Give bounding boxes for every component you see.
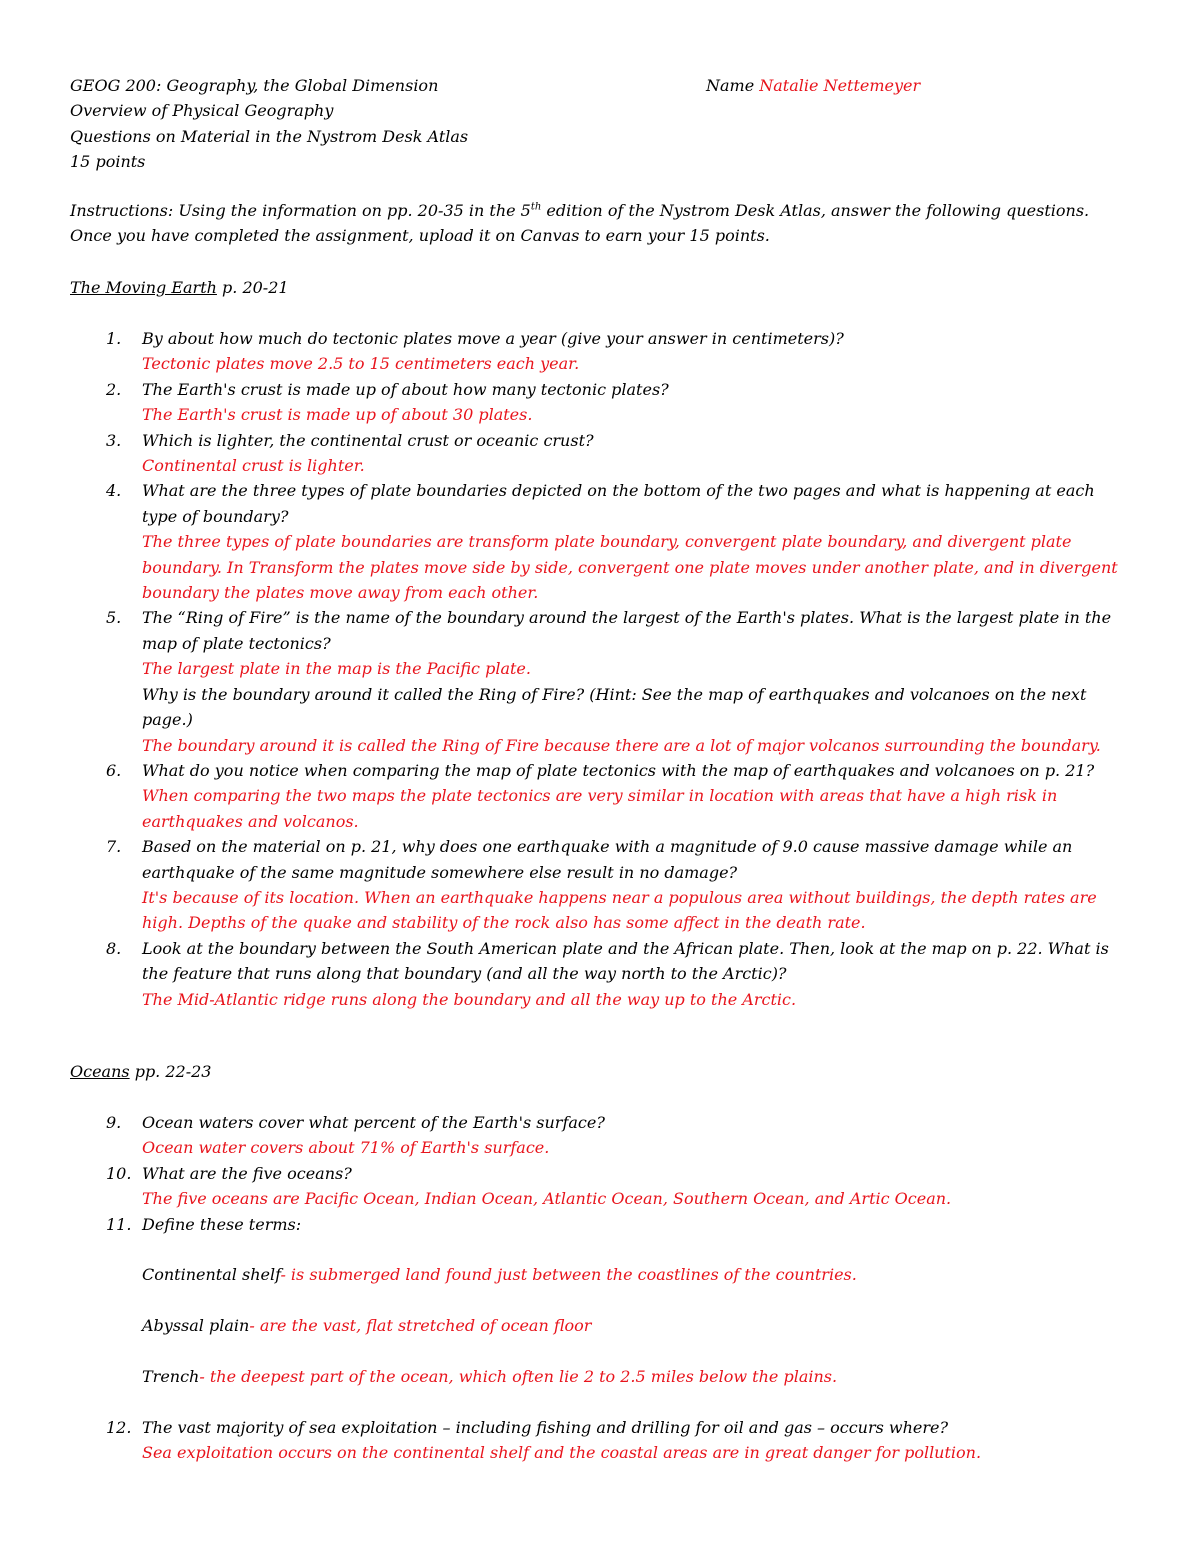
student-name: Natalie Nettemeyer <box>759 76 921 95</box>
course-title: GEOG 200: Geography, the Global Dimension <box>70 76 439 95</box>
section-pages: pp. 22-23 <box>129 1062 212 1081</box>
instructions-paragraph: Instructions: Using the information on pp. 20-35 in the 5th edition of the Nystrom Desk Atlas, answer the following questions. Once you have completed the assignment, upload it on Canvas to earn your 15 points. <box>70 201 1090 246</box>
answer-text: When comparing the two maps the plate tectonics are very similar in location with areas that have a high risk in earthquakes and volcanos. <box>142 786 1058 831</box>
section-pages: p. 20-21 <box>216 278 289 297</box>
answer-text: Ocean water covers about 71% of Earth's surface. <box>142 1138 550 1158</box>
section-title: Oceans <box>70 1062 130 1081</box>
question-list-moving-earth <box>70 326 1130 1012</box>
answer-text: The three types of plate boundaries are transform plate boundary, convergent plate boundary, and divergent plate boundary. In Transform the plates move side by side, convergent one plate moves under another plate, and in divergent boundary the plates move away from each other. <box>142 532 1118 603</box>
question-item: 12. The vast majority of sea exploitation – including fishing and drilling for oil and gas – occurs where? Sea exploitation occurs on the continental shelf and the coastal areas are in great danger for pollution. <box>70 1415 1130 1466</box>
name-label: Name <box>706 76 760 95</box>
answer-text: The largest plate in the map is the Pacific plate. <box>142 659 531 679</box>
question-text: The “Ring of Fire” is the name of the boundary around the largest of the Earth's plates. What is the largest plate in the map of plate tectonics? <box>142 608 1112 653</box>
answer-text: It's because of its location. When an earthquake happens near a populous area without buildings, the depth rates are high. Depths of the quake and stability of the rock also has some affect in the death rate. <box>142 887 1097 933</box>
question-text: Which is lighter, the continental crust or oceanic crust? <box>142 430 594 450</box>
term-definition <box>142 1364 1130 1389</box>
question-text: What are the three types of plate boundaries depicted on the bottom of the two pages and what is happening at each type of boundary? <box>142 481 1095 526</box>
section-title: The Moving Earth <box>70 278 217 297</box>
question-item: 1. By about how much do tectonic plates move a year (give your answer in centimeters)? Tectonic plates move 2.5 to 15 centimeters each year. <box>70 326 1130 377</box>
document-header <box>70 73 1140 175</box>
question-item: 10. What are the five oceans? The five oceans are Pacific Ocean, Indian Ocean, Atlantic Ocean, Southern Ocean, and Artic Ocean. <box>70 1161 1130 1212</box>
term-definition <box>142 1313 1130 1338</box>
definition: - the deepest part of the ocean, which often lie 2 to 2.5 miles below the plains. <box>199 1367 838 1387</box>
question-item: 5. The “Ring of Fire” is the name of the boundary around the largest of the Earth's plates. What is the largest plate in the map of plate tectonics? The largest plate in the map is the Pacific plate. Why is the boundary around it called the Ring of Fire? (Hint: See the map of earthquakes and volcanoes on the next page.) The boundary around it is called the Ring of Fire because there are a lot of major volcanos surrounding the boundary. <box>70 605 1130 757</box>
question-item: 2. The Earth's crust is made up of about how many tectonic plates? The Earth's crust is made up of about 30 plates. <box>70 377 1130 428</box>
definition: - are the vast, flat stretched of ocean floor <box>249 1316 592 1336</box>
question-list-oceans <box>70 1110 1130 1466</box>
question-item: 8. Look at the boundary between the South American plate and the African plate. Then, look at the map on p. 22. What is the feature that runs along that boundary (and all the way north to the Arctic)? The Mid-Atlantic ridge runs along the boundary and all the way up to the Arctic. <box>70 936 1130 1012</box>
question-text-followup: Why is the boundary around it called the Ring of Fire? (Hint: See the map of earthquakes and volcanoes on the next page.) <box>142 684 1087 730</box>
question-text: By about how much do tectonic plates move a year (give your answer in centimeters)? <box>142 329 844 348</box>
question-item: 7. Based on the material on p. 21, why does one earthquake with a magnitude of 9.0 cause massive damage while an earthquake of the same magnitude somewhere else result in no damage? It's because of its location. When an earthquake happens near a populous area without buildings, the depth rates are high. Depths of the quake and stability of the rock also has some affect in the death rate. <box>70 834 1130 936</box>
question-text: What do you notice when comparing the map of plate tectonics with the map of earthquakes and volcanoes on p. 21? <box>142 760 1095 780</box>
question-item: 11. Define these terms: Continental shelf- is submerged land found just between the coastlines of the countries. Abyssal plain- are the vast, flat stretched of ocean floor Trench- the deepest part of the ocean, which often lie 2 to 2.5 miles below the plains. <box>70 1212 1130 1415</box>
term-definition <box>142 1262 1130 1287</box>
definition: - is submerged land found just between the coastlines of the countries. <box>280 1265 857 1285</box>
question-text: The vast majority of sea exploitation – including fishing and drilling for oil and gas – occurs where? <box>142 1417 949 1437</box>
question-text: Define these terms: <box>142 1214 302 1234</box>
question-item: 3. Which is lighter, the continental crust or oceanic crust? Continental crust is lighter. <box>70 428 1130 479</box>
student-name-line <box>706 73 920 98</box>
term: Continental shelf <box>142 1265 281 1285</box>
points-label: 15 points <box>70 152 146 172</box>
question-text: Ocean waters cover what percent of the Earth's surface? <box>142 1113 605 1132</box>
assignment-subtitle: Questions on Material in the Nystrom Desk Atlas <box>70 126 469 146</box>
term: Trench <box>142 1367 200 1387</box>
question-text: The Earth's crust is made up of about how many tectonic plates? <box>142 379 669 399</box>
term: Abyssal plain <box>142 1316 250 1336</box>
question-text: What are the five oceans? <box>142 1163 352 1183</box>
answer-text: Continental crust is lighter. <box>142 456 365 476</box>
question-text: Look at the boundary between the South American plate and the African plate. Then, look at the map on p. 22. What is the feature that runs along that boundary (and all the way north to the Arctic)? <box>142 938 1109 984</box>
question-text: Based on the material on p. 21, why does one earthquake with a magnitude of 9.0 cause massive damage while an earthquake of the same magnitude somewhere else result in no damage? <box>142 837 1073 882</box>
section-heading-oceans <box>70 1059 211 1084</box>
answer-text: The five oceans are Pacific Ocean, Indian Ocean, Atlantic Ocean, Southern Ocean, and Artic Ocean. <box>142 1189 952 1209</box>
answer-text: Tectonic plates move 2.5 to 15 centimeters each year. <box>142 354 580 374</box>
answer-text-followup: The boundary around it is called the Ring of Fire because there are a lot of major volcanos surrounding the boundary. <box>142 735 1101 755</box>
answer-text: The Earth's crust is made up of about 30 plates. <box>142 405 533 425</box>
answer-text: The Mid-Atlantic ridge runs along the boundary and all the way up to the Arctic. <box>142 989 797 1009</box>
answer-text: Sea exploitation occurs on the continental shelf and the coastal areas are in great danger for pollution. <box>142 1443 982 1463</box>
question-item: 9. Ocean waters cover what percent of the Earth's surface? Ocean water covers about 71% of Earth's surface. <box>70 1110 1130 1161</box>
question-item: 6. What do you notice when comparing the map of plate tectonics with the map of earthquakes and volcanoes on p. 21? When comparing the two maps the plate tectonics are very similar in location with areas that have a high risk in earthquakes and volcanos. <box>70 758 1130 834</box>
topic-title: Overview of Physical Geography <box>70 101 334 121</box>
section-heading-moving-earth <box>70 275 289 300</box>
question-item: 4. What are the three types of plate boundaries depicted on the bottom of the two pages and what is happening at each type of boundary? The three types of plate boundaries are transform plate boundary, convergent plate boundary, and divergent plate boundary. In Transform the plates move side by side, convergent one plate moves under another plate, and in divergent boundary the plates move away from each other. <box>70 478 1130 605</box>
